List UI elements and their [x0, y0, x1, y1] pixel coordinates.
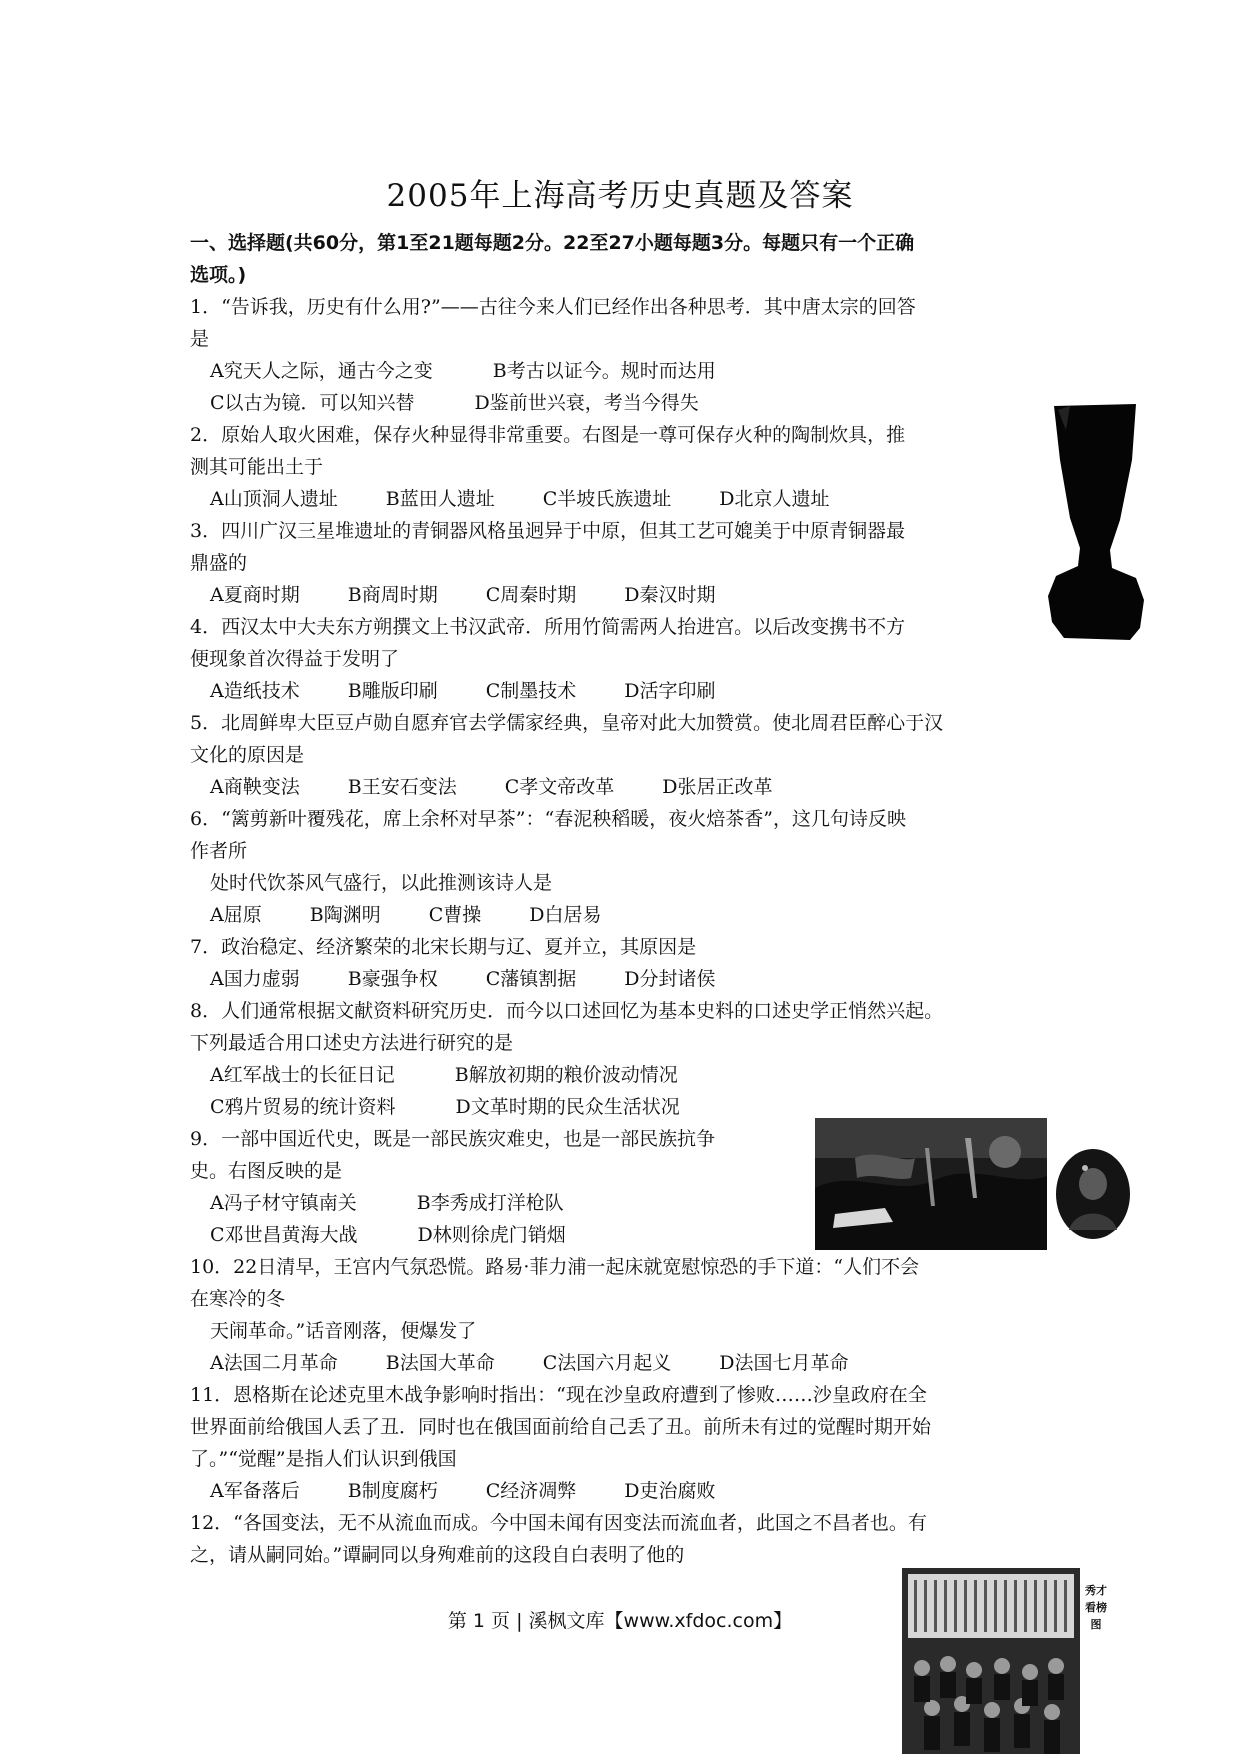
section-heading: 一、选择题(共60分，第1至21题每题2分。22至27小题每题3分。每题只有一个正确 — [190, 232, 915, 254]
option-row — [190, 771, 1055, 803]
option-row — [190, 675, 1055, 707]
answer-option: B解放初期的粮价波动情况 — [454, 1064, 678, 1086]
answer-option: D张居正改革 — [662, 776, 773, 798]
question-text: 便现象首次得益于发明了 — [190, 648, 400, 670]
answer-option: B王安石变法 — [347, 776, 457, 798]
answer-option: D活字印刷 — [624, 680, 716, 702]
questions-container — [190, 291, 1055, 1571]
answer-option: C鸦片贸易的统计资料 — [210, 1096, 396, 1118]
answer-option: A造纸技术 — [210, 680, 300, 702]
question-text: 5．北周鲜卑大臣豆卢勋自愿弃官去学儒家经典，皇帝对此大加赞赏。使北周君臣醉心于汉 — [190, 712, 944, 734]
answer-option: A红军战士的长征日记 — [210, 1064, 395, 1086]
question-7 — [190, 931, 1055, 995]
question-text: 3．四川广汉三星堆遗址的青铜器风格虽迥异于中原，但其工艺可媲美于中原青铜器最 — [190, 520, 906, 542]
answer-option: C孝文帝改革 — [504, 776, 615, 798]
answer-option: B蓝田人遗址 — [385, 488, 495, 510]
question-text: 下列最适合用口述史方法进行研究的是 — [190, 1032, 514, 1054]
option-row — [190, 483, 1055, 515]
question-3 — [190, 515, 1055, 611]
question-text: 7．政治稳定、经济繁荣的北宋长期与辽、夏并立，其原因是 — [190, 936, 697, 958]
option-row — [190, 579, 1055, 611]
question-10 — [190, 1251, 1055, 1379]
option-row — [190, 387, 1055, 419]
question-11 — [190, 1379, 1055, 1507]
answer-option: A冯子材守镇南关 — [210, 1192, 357, 1214]
answer-option: D北京人遗址 — [719, 488, 830, 510]
answer-option: C半坡氏族遗址 — [542, 488, 672, 510]
question-text: 测其可能出土于 — [190, 456, 324, 478]
answer-option: A屈原 — [210, 904, 262, 926]
answer-option: C藩镇割据 — [485, 968, 577, 990]
question-text: 8．人们通常根据文献资料研究历史．而今以口述回忆为基本史料的口述史学正悄然兴起。 — [190, 1000, 944, 1022]
page-footer: 第 1 页 | 溪枫文库【www.xfdoc.com】 — [447, 1610, 793, 1632]
question-5 — [190, 707, 1055, 803]
answer-option: D法国七月革命 — [719, 1352, 849, 1374]
question-text: 之，请从嗣同始。”谭嗣同以身殉难前的这段自白表明了他的 — [190, 1544, 685, 1566]
answer-option: B制度腐朽 — [347, 1480, 438, 1502]
answer-option: D鉴前世兴衰，考当今得失 — [474, 392, 699, 414]
question-8 — [190, 995, 1055, 1123]
question-2 — [190, 419, 1055, 515]
question-text: 文化的原因是 — [190, 744, 305, 766]
answer-option: D文革时期的民众生活状况 — [455, 1096, 680, 1118]
option-row — [190, 1475, 1055, 1507]
page-title: 2005年上海高考历史真题及答案 — [386, 178, 854, 214]
question-text: 1．“告诉我，历史有什么用?”——古往今来人们已经作出各种思考．其中唐太宗的回答 — [190, 296, 916, 318]
answer-option: B陶渊明 — [309, 904, 381, 926]
question-text: 6．“篱剪新叶覆残花，席上余杯对早茶”：“春泥秧稻暖，夜火焙茶香”，这几句诗反映 — [190, 808, 906, 830]
question-text-continued: 处时代饮茶风气盛行，以此推测该诗人是 — [210, 872, 553, 894]
answer-option: B雕版印刷 — [347, 680, 438, 702]
question-4 — [190, 611, 1055, 707]
question-text: 10．22日清早，王宫内气氛恐慌。路易·菲力浦一起床就宽慰惊恐的手下道：“人们不会 — [190, 1256, 920, 1278]
answer-option: C法国六月起义 — [542, 1352, 672, 1374]
question-text: 了。”“觉醒”是指人们认识到俄国 — [190, 1448, 457, 1470]
answer-option: D秦汉时期 — [624, 584, 716, 606]
question-text: 作者所 — [190, 840, 248, 862]
question-6 — [190, 803, 1055, 931]
section-heading-cont: 选项。) — [190, 264, 247, 286]
option-row — [190, 1347, 1055, 1379]
question-12 — [190, 1507, 1055, 1571]
answer-option: A商鞅变法 — [210, 776, 300, 798]
figure-caption: 秀才看榜图 — [1085, 1584, 1107, 1631]
answer-option: A军备落后 — [210, 1480, 300, 1502]
question-1 — [190, 291, 1055, 419]
answer-option: D白居易 — [529, 904, 602, 926]
question-text: 12．“各国变法，无不从流血而成。今中国未闻有因变法而流血者，此国之不昌者也。有 — [190, 1512, 927, 1534]
question-text: 2．原始人取火困难，保存火种显得非常重要。右图是一尊可保存火种的陶制炊具，推 — [190, 424, 906, 446]
question-text: 世界面前给俄国人丢了丑．同时也在俄国面前给自己丢了丑。前所未有过的觉醒时期开始 — [190, 1416, 932, 1438]
answer-option: C周秦时期 — [485, 584, 577, 606]
scholars-viewing-board-image — [902, 1568, 1080, 1754]
portrait-image — [1055, 1148, 1131, 1240]
answer-option: B法国大革命 — [385, 1352, 495, 1374]
answer-option: A国力虚弱 — [210, 968, 300, 990]
answer-option: A山顶洞人遗址 — [210, 488, 338, 510]
answer-option: D分封诸侯 — [624, 968, 716, 990]
answer-option: C邓世昌黄海大战 — [210, 1224, 358, 1246]
option-row — [190, 899, 1055, 931]
question-list — [190, 227, 1055, 1571]
question-text: 11．恩格斯在论述克里木战争影响时指出：“现在沙皇政府遭到了惨败……沙皇政府在全 — [190, 1384, 927, 1406]
option-row — [190, 355, 1055, 387]
answer-option: A夏商时期 — [210, 584, 300, 606]
option-row — [190, 963, 1055, 995]
answer-option: B豪强争权 — [347, 968, 438, 990]
answer-option: B李秀成打洋枪队 — [416, 1192, 564, 1214]
answer-option: D吏治腐败 — [624, 1480, 716, 1502]
answer-option: B考古以证今。规时而达用 — [492, 360, 716, 382]
question-text: 4．西汉太中大夫东方朔撰文上书汉武帝．所用竹简需两人抬进宫。以后改变携书不方 — [190, 616, 906, 638]
answer-option: A法国二月革命 — [210, 1352, 338, 1374]
answer-option: A究天人之际，通古今之变 — [210, 360, 433, 382]
question-text: 在寒冷的冬 — [190, 1288, 286, 1310]
answer-option: C以古为镜．可以知兴替 — [210, 392, 415, 414]
question-text: 是 — [190, 328, 210, 350]
question-text: 9．一部中国近代史，既是一部民族灾难史，也是一部民族抗争 — [190, 1128, 716, 1150]
question-text: 史。右图反映的是 — [190, 1160, 343, 1182]
answer-option: C经济凋弊 — [485, 1480, 577, 1502]
answer-option: B商周时期 — [347, 584, 438, 606]
pottery-vessel-image — [1040, 400, 1150, 640]
question-text-continued: 天闹革命。”话音刚落，便爆发了 — [210, 1320, 477, 1342]
answer-option: C曹操 — [428, 904, 482, 926]
answer-option: C制墨技术 — [485, 680, 577, 702]
answer-option: D林则徐虎门销烟 — [417, 1224, 566, 1246]
question-text: 鼎盛的 — [190, 552, 248, 574]
battle-scene-image — [815, 1118, 1047, 1250]
option-row — [190, 1059, 1055, 1091]
